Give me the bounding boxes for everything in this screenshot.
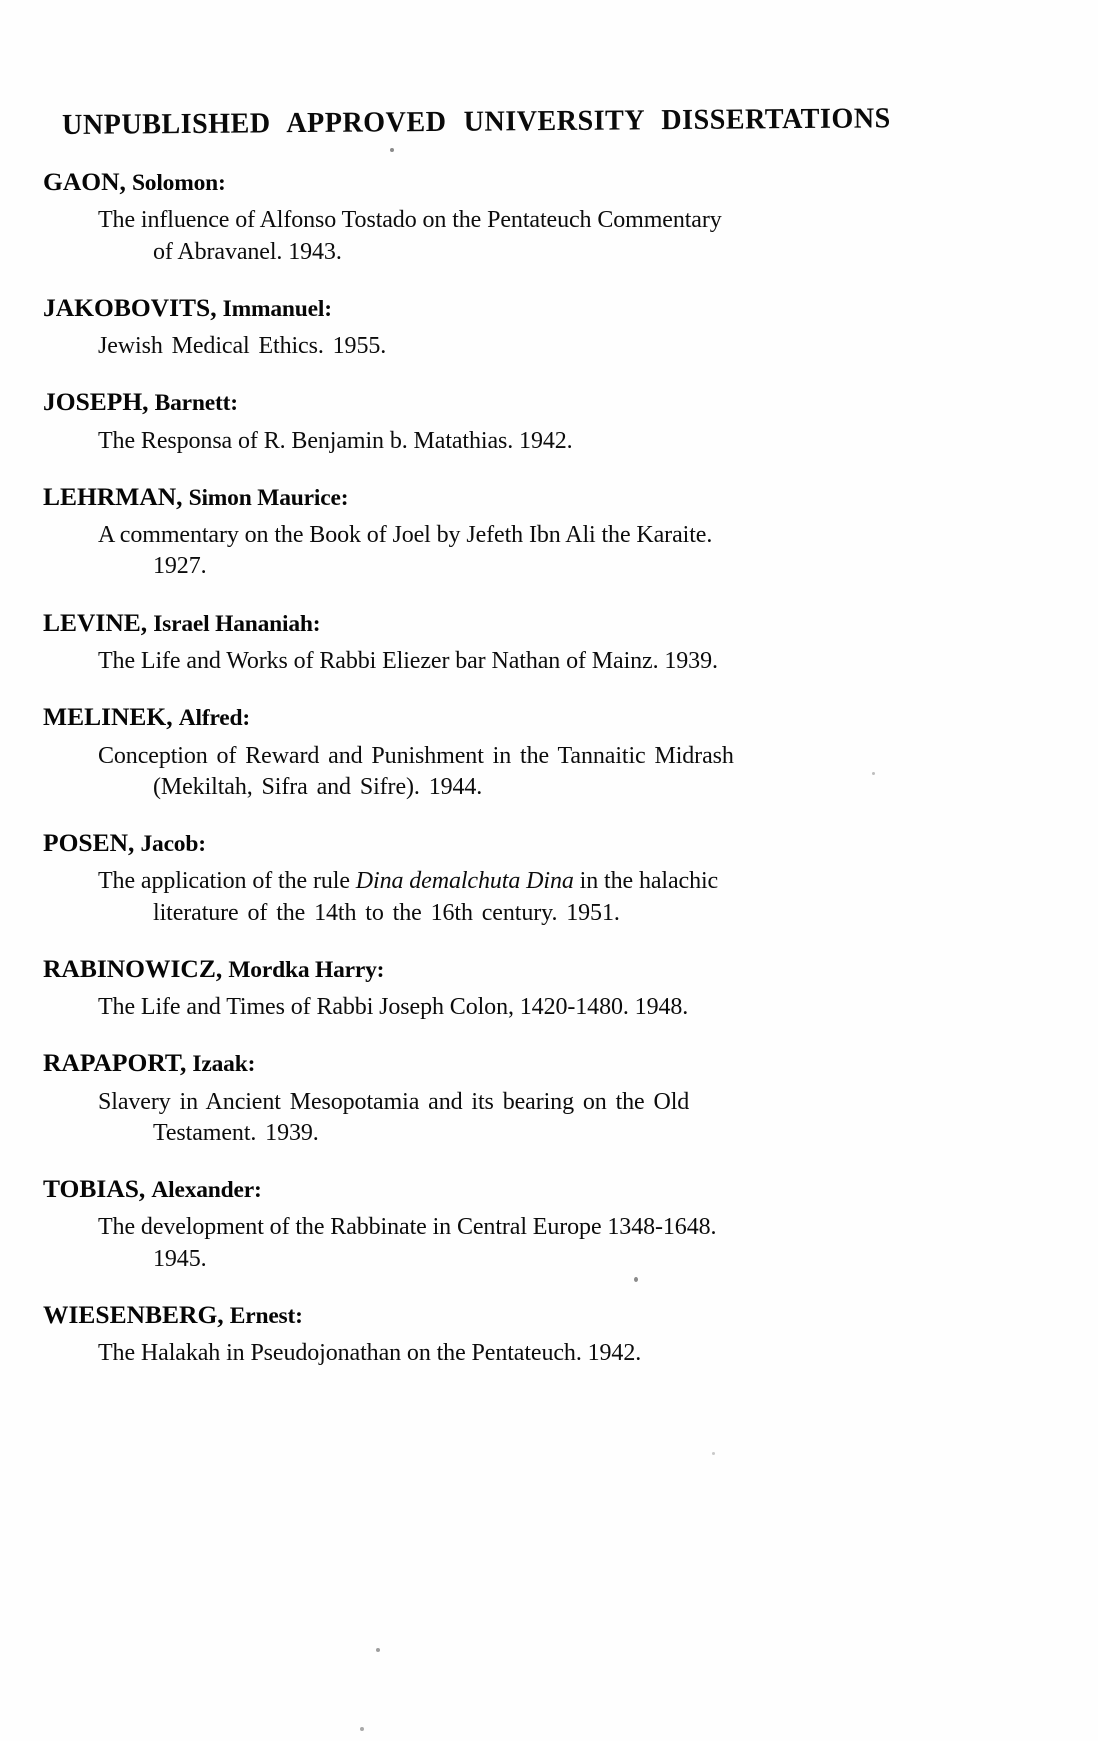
entry-author [43,1175,1098,1203]
entry-author [43,703,1098,731]
title-line [98,868,718,894]
author-given-name: Izaak: [192,1051,256,1078]
scan-speck [390,148,394,152]
dissertation-entry [0,294,1098,363]
entry-author [43,1301,1098,1329]
author-given-name: Immanuel: [222,295,332,322]
entry-title [98,741,1098,803]
author-given-name: Jacob: [140,830,206,857]
dissertation-entry [0,483,1098,583]
scan-speck [712,1452,715,1455]
dissertation-entry [0,829,1098,929]
title-line: The Halakah in Pseudojonathan on the Pentateuch. 1942. [98,1340,642,1367]
entry-author [43,829,1098,857]
author-given-name: Alfred: [178,705,250,732]
entry-title [98,866,1098,928]
title-line: Conception of Reward and Punishment in the Tannaitic Midrash [98,742,734,769]
title-line-continued: (Mekiltah, Sifra and Sifre). 1944. [153,773,483,800]
entry-title [98,426,1098,457]
author-surname: WIESENBERG, [43,1299,224,1329]
title-text-before-italic: The application of the rule [98,868,356,895]
entry-title [98,331,1098,362]
author-surname: TOBIAS, [43,1174,146,1203]
title-italic-phrase: Dina demalchuta Dina [355,868,574,895]
entry-author [43,483,1098,511]
author-surname: LEVINE, [43,607,148,637]
author-given-name: Mordka Harry: [228,956,385,983]
author-given-name: Ernest: [229,1302,303,1329]
page-title: UNPUBLISHED APPROVED UNIVERSITY DISSERTATIONS [61,102,891,142]
title-line-continued: Testament. 1939. [153,1119,319,1146]
dissertation-entry [0,168,1098,268]
entry-title [98,1087,1098,1149]
title-text-after-italic: in the halachic [573,868,719,895]
title-line: The Responsa of R. Benjamin b. Matathias. 1942. [98,427,573,454]
dissertation-entry [0,955,1098,1024]
dissertation-entry [0,1049,1098,1149]
title-line: Slavery in Ancient Mesopotamia and its bearing on the Old [98,1088,690,1115]
author-surname: RAPAPORT, [43,1048,187,1078]
entry-title [98,520,1098,582]
author-surname: RABINOWICZ, [43,953,223,983]
author-given-name: Alexander: [151,1177,262,1203]
author-surname: POSEN, [43,827,135,857]
entry-title [98,205,1098,267]
scan-speck [376,1648,380,1652]
dissertation-entry [0,388,1098,457]
entry-title [98,1212,1098,1274]
dissertation-entry [0,1301,1098,1370]
author-surname: JOSEPH, [43,387,149,417]
entry-author [43,955,1098,983]
entry-author [43,609,1098,637]
scan-speck [360,1727,364,1731]
entry-author [43,294,1098,322]
entry-author [43,1049,1098,1077]
title-line: The influence of Alfonso Tostado on the Pentateuch Commentary [98,207,722,234]
dissertation-entry [0,1175,1098,1275]
title-line: A commentary on the Book of Joel by Jefeth Ibn Ali the Karaite. [98,522,713,549]
author-surname: GAON, [43,167,126,196]
dissertation-entry [0,609,1098,678]
entry-author [43,388,1098,416]
author-given-name: Barnett: [154,390,238,417]
entry-title [98,992,1098,1023]
title-line-continued: 1927. [153,553,207,580]
title-line-continued: 1945. [153,1245,207,1272]
title-line: The Life and Works of Rabbi Eliezer bar Nathan of Mainz. 1939. [98,648,718,674]
author-surname: MELINEK, [43,702,173,732]
entry-title [98,1338,1098,1369]
author-surname: JAKOBOVITS, [43,292,217,322]
title-line: Jewish Medical Ethics. 1955. [98,333,387,360]
author-given-name: Israel Hananiah: [153,610,321,637]
author-given-name: Solomon: [131,170,226,196]
entry-title [98,646,1098,677]
title-line: The development of the Rabbinate in Central Europe 1348-1648. [98,1214,717,1241]
title-line-continued: of Abravanel. 1943. [153,238,342,265]
entry-author [43,168,1098,196]
title-line-continued: literature of the 14th to the 16th century. 1951. [153,899,620,926]
title-line: The Life and Times of Rabbi Joseph Colon, 1420-1480. 1948. [98,994,689,1021]
dissertation-list [0,168,1098,1395]
author-surname: LEHRMAN, [43,481,183,511]
author-given-name: Simon Maurice: [188,484,349,511]
dissertation-entry [0,703,1098,803]
